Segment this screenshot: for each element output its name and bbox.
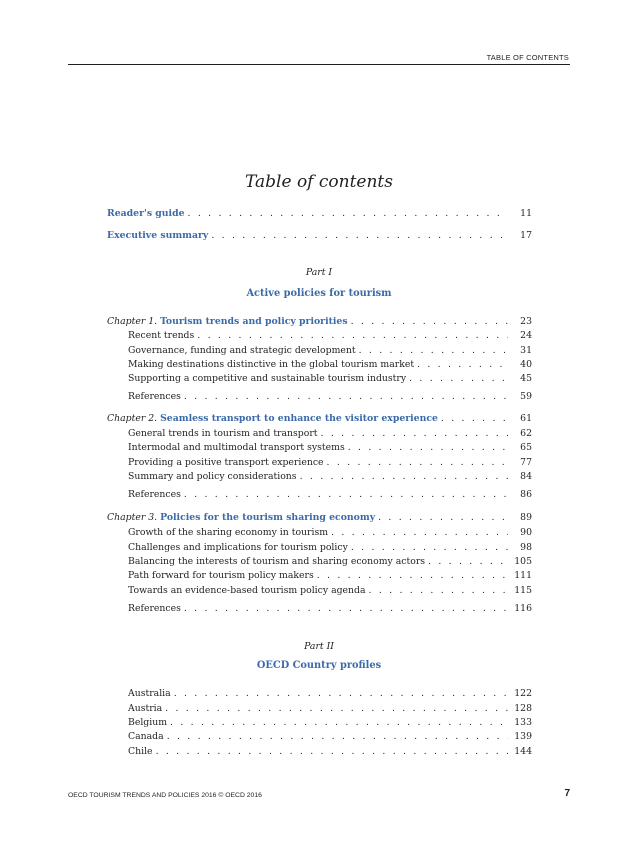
toc-entry-page: 65 <box>520 442 532 453</box>
dot-leader <box>351 541 508 555</box>
dot-leader <box>317 569 508 583</box>
toc-entry-page: 24 <box>520 330 532 341</box>
part-title[interactable]: OECD Country profiles <box>256 660 382 671</box>
toc-section-label[interactable]: Canada <box>128 731 164 742</box>
toc-entry-page: 89 <box>520 512 532 523</box>
toc-entry-label[interactable]: Executive summary <box>107 230 209 241</box>
header-rule <box>68 64 570 65</box>
dot-leader <box>428 555 508 569</box>
toc-entry-executive-summary[interactable] <box>107 229 532 243</box>
toc-chapter-3[interactable] <box>107 511 532 525</box>
toc-entry-page: 11 <box>520 208 532 219</box>
toc-section[interactable] <box>128 372 532 386</box>
toc-entry-page: 133 <box>514 717 532 728</box>
toc-entry-page: 105 <box>514 556 532 567</box>
toc-entry-page: 17 <box>520 230 532 241</box>
toc-entry-label[interactable]: Reader's guide <box>107 208 185 219</box>
dot-leader <box>348 441 508 455</box>
toc-section[interactable] <box>128 427 532 441</box>
toc-entry-page: 62 <box>520 428 532 439</box>
part-label: Part II <box>304 641 334 652</box>
dot-leader <box>174 687 508 701</box>
toc-entry-page: 45 <box>520 373 532 384</box>
toc-entry-page: 98 <box>520 542 532 553</box>
toc-entry-page: 40 <box>520 359 532 370</box>
toc-section[interactable] <box>128 541 532 555</box>
page-title: Table of contents <box>245 172 393 192</box>
dot-leader <box>409 372 508 386</box>
toc-section-label[interactable]: Governance, funding and strategic development <box>128 345 356 356</box>
toc-section[interactable] <box>128 358 532 372</box>
toc-section-label[interactable]: Challenges and implications for tourism policy <box>128 542 348 553</box>
toc-section-label[interactable]: References <box>128 603 181 614</box>
toc-section-label[interactable]: Belgium <box>128 717 168 728</box>
toc-entry-page: 23 <box>520 316 532 327</box>
toc-entry-page: 116 <box>514 603 532 614</box>
chapter-prefix: Chapter 2. <box>107 413 158 424</box>
toc-section-label[interactable]: References <box>128 391 181 402</box>
toc-entry-page: 115 <box>514 585 532 596</box>
footer-publication: OECD TOURISM TRENDS AND POLICIES 2016 © OECD 2016 <box>68 792 262 799</box>
toc-section-label[interactable]: Australia <box>128 688 171 699</box>
toc-section[interactable] <box>128 470 532 484</box>
toc-section[interactable] <box>128 344 532 358</box>
dot-leader <box>417 358 508 372</box>
toc-section[interactable] <box>128 456 532 470</box>
toc-section-label[interactable]: Growth of the sharing economy in tourism <box>128 527 329 538</box>
toc-section[interactable] <box>128 584 532 598</box>
toc-country-entry[interactable] <box>128 687 532 701</box>
toc-section-label[interactable]: Path forward for tourism policy makers <box>128 570 314 581</box>
dot-leader <box>331 526 508 540</box>
toc-references[interactable] <box>128 390 532 404</box>
toc-section-label[interactable]: Austria <box>128 703 163 714</box>
dot-leader <box>184 390 508 404</box>
dot-leader <box>167 730 508 744</box>
chapter-title[interactable]: Seamless transport to enhance the visitor experience <box>160 413 438 424</box>
toc-section-label[interactable]: Chile <box>128 746 153 757</box>
toc-entry-page: 144 <box>514 746 532 757</box>
dot-leader <box>441 412 508 426</box>
dot-leader <box>170 716 508 730</box>
toc-section[interactable] <box>128 526 532 540</box>
chapter-title[interactable]: Tourism trends and policy priorities <box>160 316 348 327</box>
dot-leader <box>184 602 508 616</box>
toc-entry-page: 61 <box>520 413 532 424</box>
running-head: TABLE OF CONTENTS <box>486 53 569 62</box>
part-title[interactable]: Active policies for tourism <box>246 288 392 299</box>
toc-section-label[interactable]: Towards an evidence-based tourism policy agenda <box>128 585 366 596</box>
toc-section[interactable] <box>128 441 532 455</box>
toc-section-label[interactable]: Making destinations distinctive in the global tourism market <box>128 359 415 370</box>
toc-entry-page: 139 <box>514 731 532 742</box>
toc-entry-page: 86 <box>520 489 532 500</box>
dot-leader <box>300 470 508 484</box>
toc-section-label[interactable]: References <box>128 489 181 500</box>
toc-entry-readers-guide[interactable] <box>107 207 532 221</box>
toc-entry-page: 122 <box>514 688 532 699</box>
toc-section-label[interactable]: Recent trends <box>128 330 195 341</box>
toc-section-label[interactable]: Intermodal and multimodal transport systems <box>128 442 345 453</box>
dot-leader <box>351 315 508 329</box>
part-label: Part I <box>305 267 333 278</box>
toc-section-label[interactable]: Providing a positive transport experience <box>128 457 324 468</box>
chapter-prefix: Chapter 1. <box>107 316 158 327</box>
toc-country-entry[interactable] <box>128 730 532 744</box>
toc-section-label[interactable]: Supporting a competitive and sustainable tourism industry <box>128 373 407 384</box>
chapter-prefix: Chapter 3. <box>107 512 158 523</box>
toc-country-entry[interactable] <box>128 716 532 730</box>
toc-section-label[interactable]: General trends in tourism and transport <box>128 428 318 439</box>
toc-country-entry[interactable] <box>128 702 532 716</box>
toc-references[interactable] <box>128 488 532 502</box>
toc-entry-page: 84 <box>520 471 532 482</box>
dot-leader <box>369 584 508 598</box>
toc-references[interactable] <box>128 602 532 616</box>
footer-page-number: 7 <box>564 788 570 799</box>
dot-leader <box>359 344 508 358</box>
dot-leader <box>184 488 508 502</box>
dot-leader <box>188 207 508 221</box>
toc-chapter-1[interactable] <box>107 315 532 329</box>
chapter-title[interactable]: Policies for the tourism sharing economy <box>160 512 376 523</box>
dot-leader <box>378 511 508 525</box>
toc-country-entry[interactable] <box>128 745 532 759</box>
toc-entry-page: 31 <box>520 345 532 356</box>
toc-entry-page: 111 <box>514 570 532 581</box>
dot-leader <box>211 229 508 243</box>
toc-entry-page: 128 <box>514 703 532 714</box>
toc-entry-page: 77 <box>520 457 532 468</box>
toc-chapter-2[interactable] <box>107 412 532 426</box>
toc-entry-page: 90 <box>520 527 532 538</box>
toc-section-label[interactable]: Balancing the interests of tourism and sharing economy actors <box>128 556 426 567</box>
dot-leader <box>156 745 508 759</box>
toc-section[interactable] <box>128 329 532 343</box>
dot-leader <box>197 329 508 343</box>
dot-leader <box>321 427 508 441</box>
toc-section[interactable] <box>128 569 532 583</box>
toc-entry-page: 59 <box>520 391 532 402</box>
toc-section[interactable] <box>128 555 532 569</box>
dot-leader <box>327 456 508 470</box>
toc-section-label[interactable]: Summary and policy considerations <box>128 471 297 482</box>
dot-leader <box>165 702 508 716</box>
